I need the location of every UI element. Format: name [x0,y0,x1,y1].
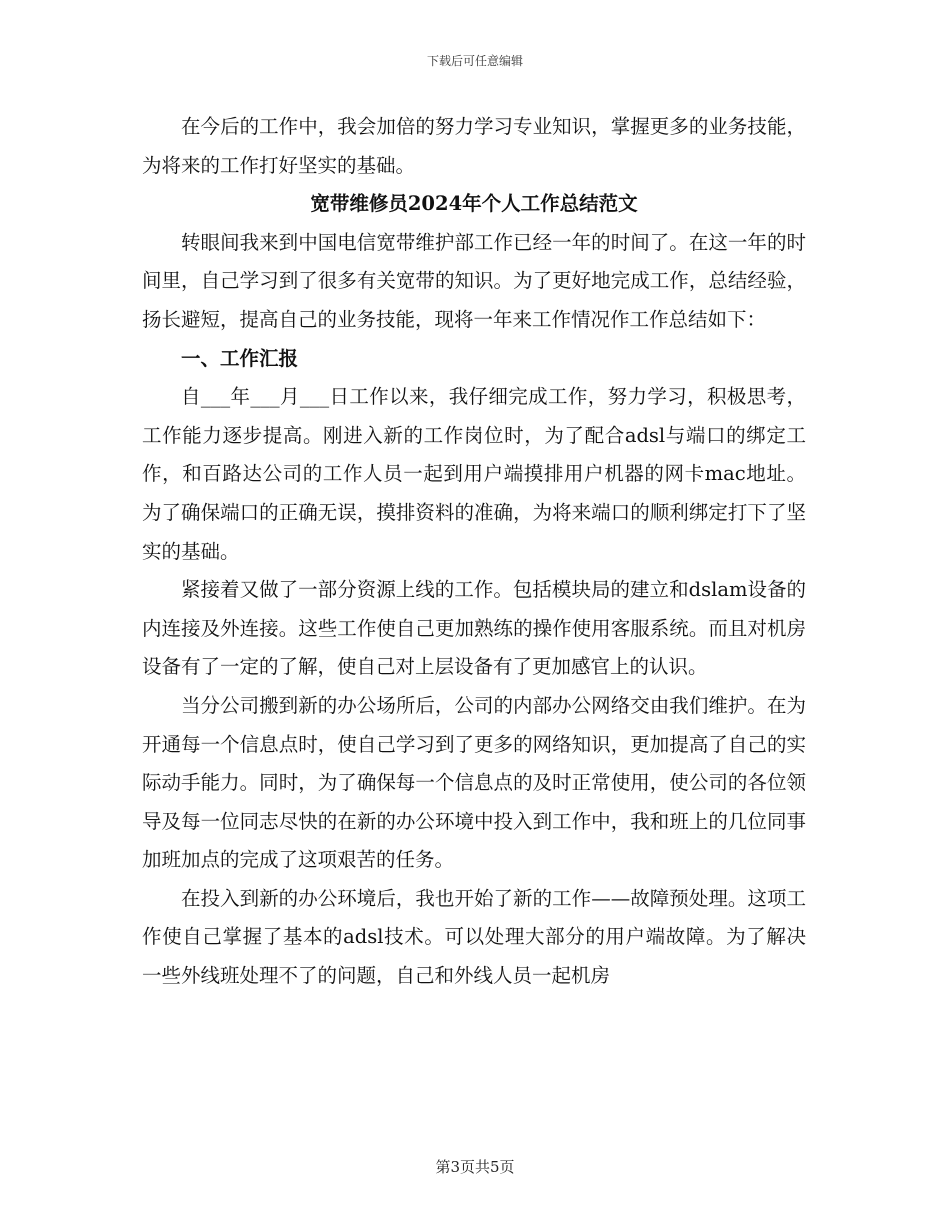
paragraph: 当分公司搬到新的办公场所后，公司的内部办公网络交由我们维护。在为开通每一个信息点时，使自己学习到了更多的网络知识，更加提高了自己的实际动手能力。同时，为了确保每一个信息点的及时正常使用，使公司的各位领导及每一位同志尽快的在新的办公环境中投入到工作中，我和班上的几位同事加班加点的完成了这项艰苦的任务。 [142,693,806,872]
document-body [142,108,806,996]
page-header: 下载后可任意编辑 [426,54,523,68]
paragraph: 在今后的工作中，我会加倍的努力学习专业知识，掌握更多的业务技能，为将来的工作打好坚实的基础。 [142,115,806,177]
section-heading: 一、工作汇报 [181,346,299,370]
document-title: 宽带维修员2024年个人工作总结范文 [310,192,638,216]
paragraph: 自___年___月___日工作以来，我仔细完成工作，努力学习，积极思考，工作能力逐步提高。刚进入新的工作岗位时，为了配合adsl与端口的绑定工作，和百路达公司的工作人员一起到用户端摸排用户机器的网卡mac地址。为了确保端口的正确无误，摸排资料的准确，为将来端口的顺利绑定打下了坚实的基础。 [142,385,806,563]
paragraph: 在投入到新的办公环境后，我也开始了新的工作——故障预处理。这项工作使自己掌握了基本的adsl技术。可以处理大部分的用户端故障。为了解决一些外线班处理不了的问题，自己和外线人员一起机房 [142,886,806,988]
paragraph: 转眼间我来到中国电信宽带维护部工作已经一年的时间了。在这一年的时间里，自己学习到了很多有关宽带的知识。为了更好地完成工作，总结经验，扬长避短，提高自己的业务技能，现将一年来工作情况作工作总结如下： [142,230,806,331]
page-number: 第3页共5页 [435,1158,515,1176]
paragraph: 紧接着又做了一部分资源上线的工作。包括模块局的建立和dslam设备的内连接及外连接。这些工作使自己更加熟练的操作使用客服系统。而且对机房设备有了一定的了解，使自己对上层设备有了更加感官上的认识。 [142,578,806,679]
